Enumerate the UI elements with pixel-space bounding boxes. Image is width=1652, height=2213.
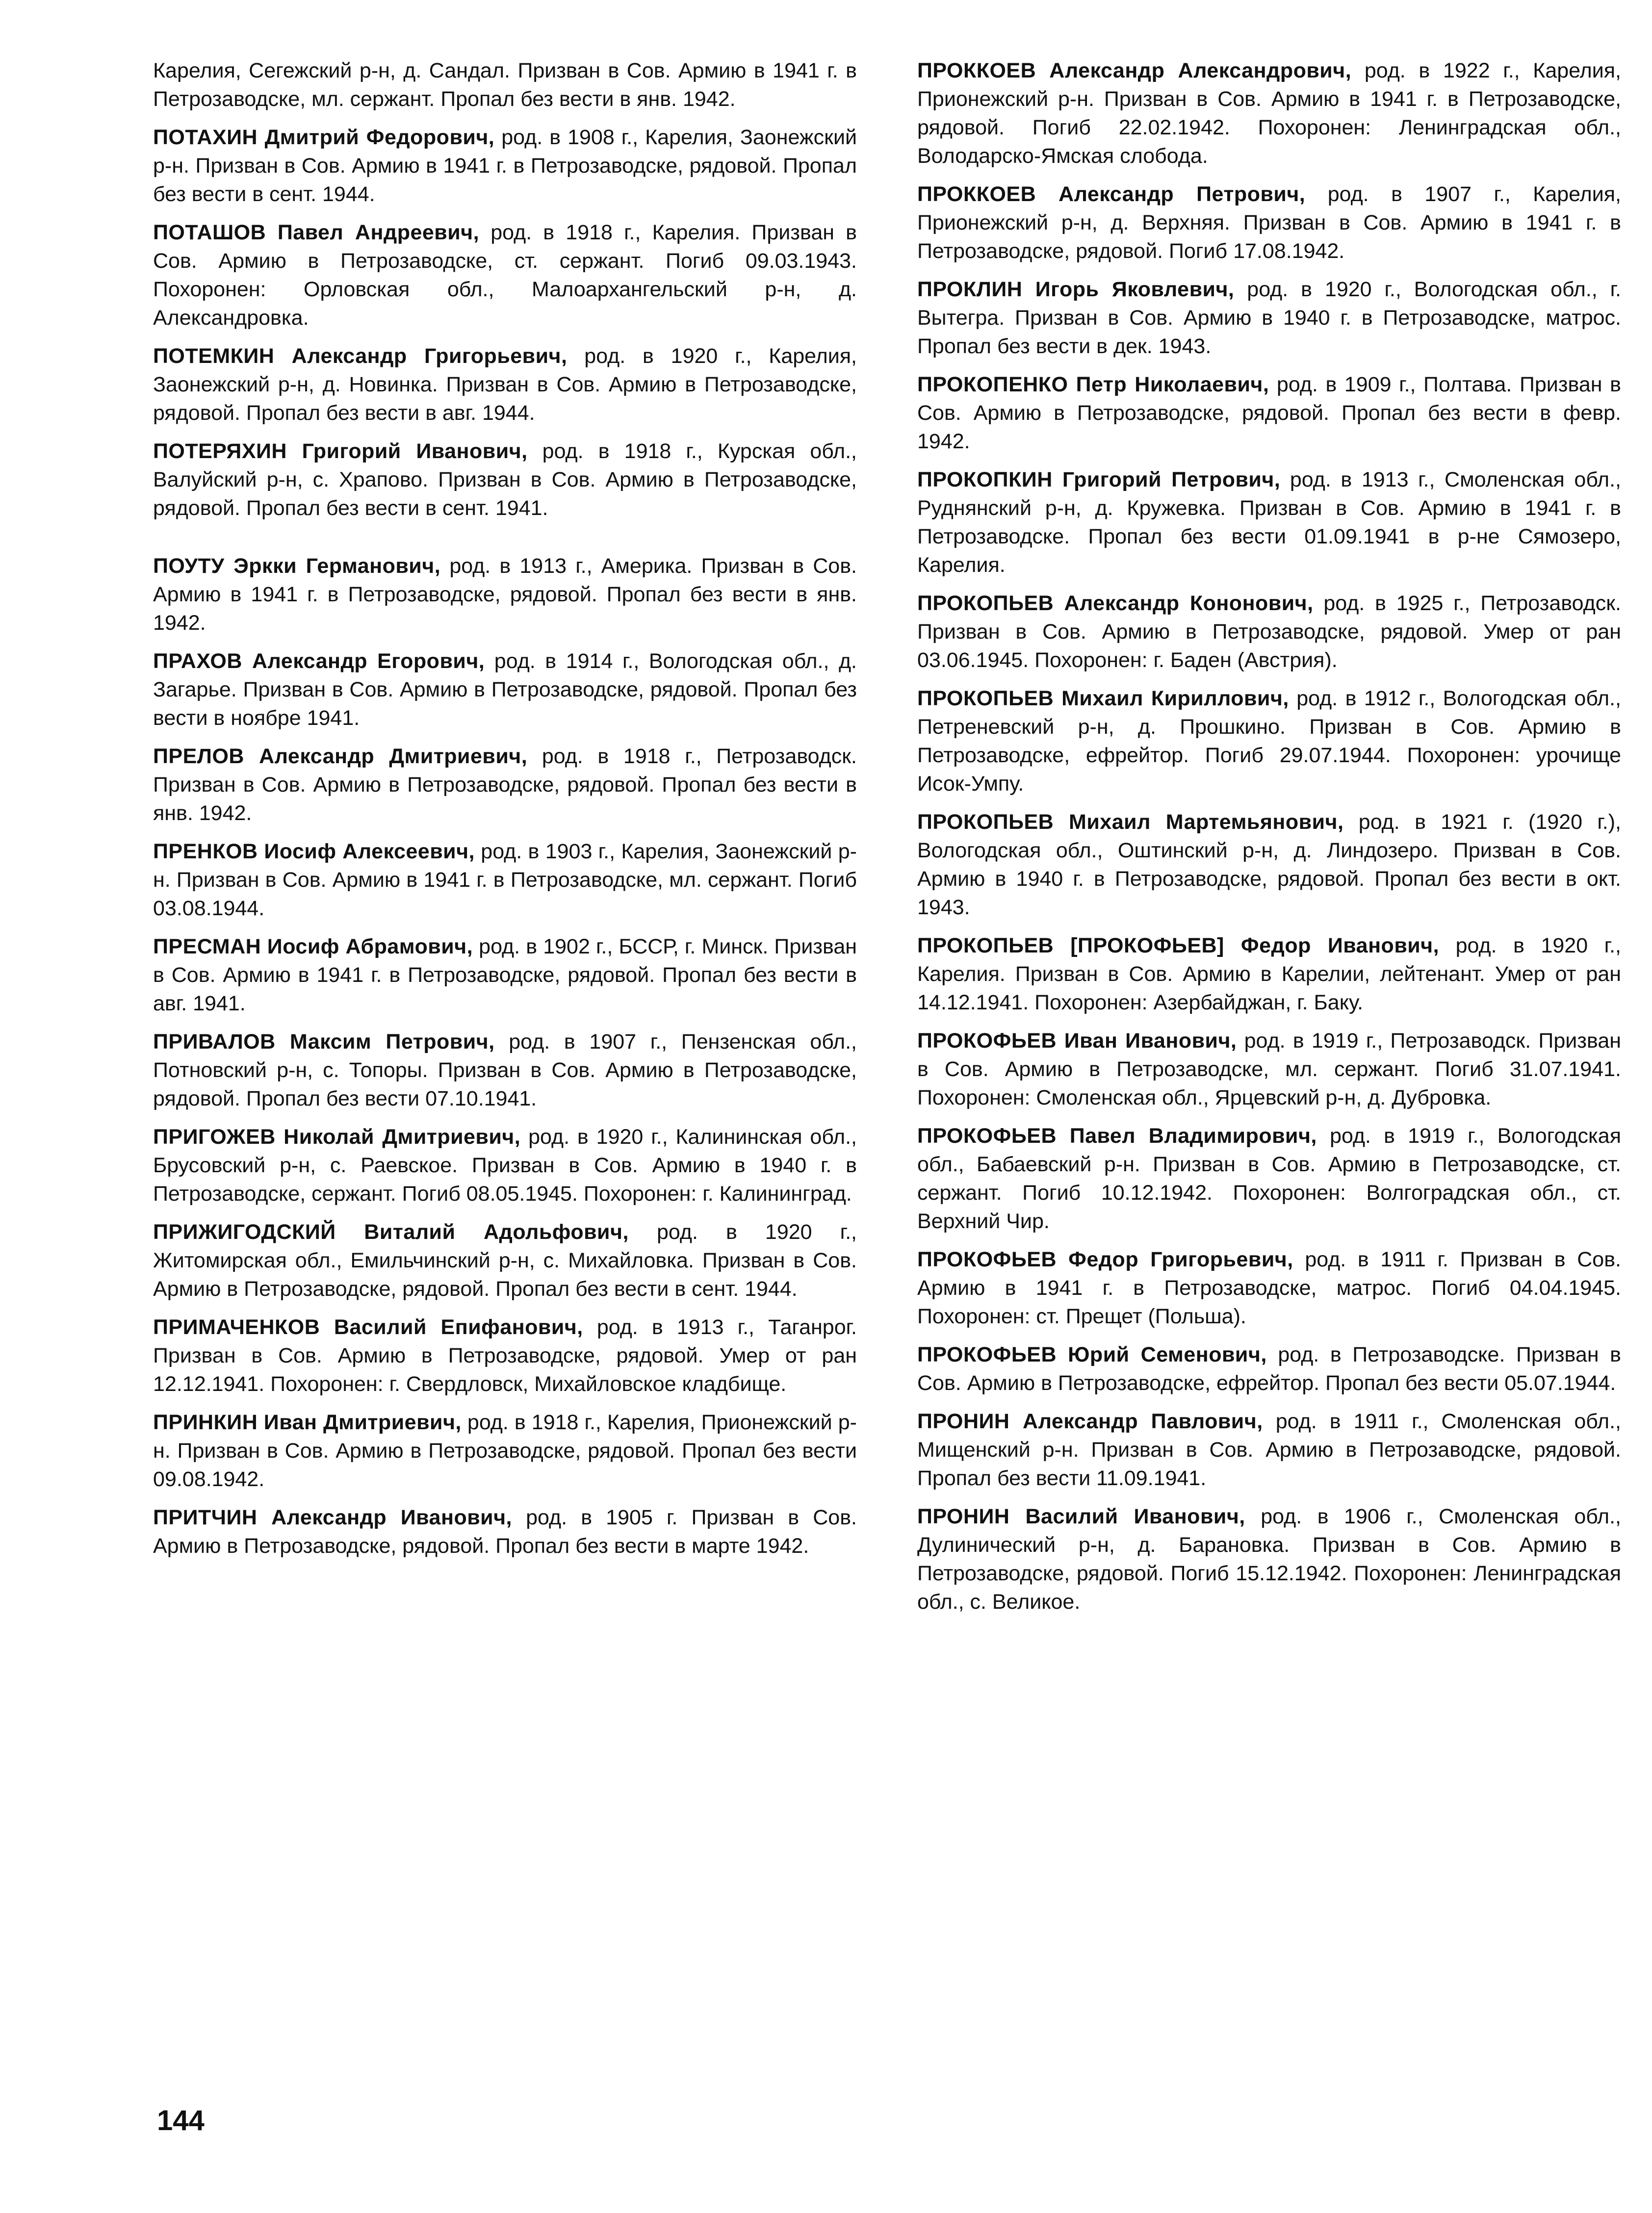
entry-name: ПРОКОПЬЕВ [ПРОКОФЬЕВ] Федор Иванович, <box>917 934 1440 957</box>
entry <box>917 275 1621 360</box>
entry-text: род. в 1913 г., Америка. Призван в Сов. Армию в 1941 г. в Петрозаводске, рядовой. Пропал без вести в янв. 1942. <box>153 554 857 635</box>
entry-name: ПОУТУ Эркки Германович, <box>153 554 441 578</box>
entry <box>917 465 1621 579</box>
entry <box>153 56 857 113</box>
entry <box>153 1313 857 1398</box>
entry-text: род. в 1919 г., Петрозаводск. Призван в Сов. Армию в Петрозаводске, мл. сержант. Погиб 31.07.1941. Похоронен: Смоленская обл., Ярцевский р-н, д. Дубровка. <box>917 1029 1621 1109</box>
entry-text: род. в 1922 г., Карелия, Прионежский р-н. Призван в Сов. Армию в 1941 г. в Петрозаводске, рядовой. Погиб 22.02.1942. Похоронен: Ленинградская обл., Володарско-Ямская слобода. <box>917 59 1621 168</box>
entry-name: ПРИВАЛОВ Максим Петрович, <box>153 1030 495 1054</box>
entry-name: ПРОКОФЬЕВ Федор Григорьевич, <box>917 1248 1293 1271</box>
entry-name: ПРОКЛИН Игорь Яковлевич, <box>917 278 1235 301</box>
entry-name: ПРОКОПКИН Григорий Петрович, <box>917 468 1281 491</box>
entry <box>153 123 857 208</box>
entry-text: род. в 1913 г., Таганрог. Призван в Сов. Армию в Петрозаводске, рядовой. Умер от ран 12.12.1941. Похоронен: г. Свердловск, Михайловское кладбище. <box>153 1315 857 1396</box>
entry <box>917 56 1621 170</box>
entry-text: род. в 1920 г., Карелия. Призван в Сов. Армию в Карелии, лейтенант. Умер от ран 14.12.1941. Похоронен: Азербайджан, г. Баку. <box>917 934 1621 1014</box>
entry-name: ПОТАШОВ Павел Андреевич, <box>153 221 480 244</box>
entry-text: род. в 1920 г., Житомирская обл., Емильчинский р-н, с. Михайловка. Призван в Сов. Армию в Петрозаводске, рядовой. Пропал без вести в сент. 1944. <box>153 1220 857 1301</box>
entry-name: ПРОКОФЬЕВ Иван Иванович, <box>917 1029 1237 1053</box>
entry-text: род. в 1918 г., Карелия, Прионежский р-н. Призван в Сов. Армию в Петрозаводске, рядовой. Пропал без вести 09.08.1942. <box>153 1411 857 1491</box>
entry <box>917 1340 1621 1397</box>
entry-name: ПРИЖИГОДСКИЙ Виталий Адольфович, <box>153 1220 629 1244</box>
entry-name: ПРИМАЧЕНКОВ Василий Епифанович, <box>153 1315 583 1339</box>
entry-text: род. в 1921 г. (1920 г.), Вологодская обл., Оштинский р-н, д. Линдозеро. Призван в Сов. Армию в 1940 г. в Петрозаводске, рядовой. Пропал без вести в окт. 1943. <box>917 810 1621 919</box>
entry <box>917 931 1621 1017</box>
entry <box>153 742 857 827</box>
entry <box>153 1028 857 1113</box>
entry-text: род. в 1905 г. Призван в Сов. Армию в Петрозаводске, рядовой. Пропал без вести в марте 1942. <box>153 1506 857 1558</box>
entry-text: род. в 1913 г., Смоленская обл., Руднянский р-н, д. Кружевка. Призван в Сов. Армию в 1941 г. в Петрозаводске. Пропал без вести 01.09.1941 в р-не Сямозеро, Карелия. <box>917 468 1621 577</box>
entry <box>917 808 1621 922</box>
entry-name: ПОТЕРЯХИН Григорий Иванович, <box>153 439 528 463</box>
entry <box>917 1407 1621 1492</box>
entry-text: род. в 1911 г., Смоленская обл., Мищенский р-н. Призван в Сов. Армию в Петрозаводске, рядовой. Пропал без вести 11.09.1941. <box>917 1410 1621 1490</box>
entry <box>153 218 857 332</box>
entry-name: ПРОКОПЬЕВ Михаил Кириллович, <box>917 687 1289 710</box>
entry-text: род. в 1912 г., Вологодская обл., Петреневский р-н, д. Прошкино. Призван в Сов. Армию в Петрозаводске, ефрейтор. Погиб 29.07.1944. Похоронен: урочище Исок-Умпу. <box>917 687 1622 796</box>
entry <box>153 837 857 923</box>
entry <box>917 1027 1621 1112</box>
entry <box>153 1123 857 1208</box>
entry <box>153 932 857 1018</box>
entry <box>153 342 857 427</box>
entry <box>917 1502 1621 1616</box>
entry-text: род. в 1918 г., Карелия. Призван в Сов. Армию в Петрозаводске, ст. сержант. Погиб 09.03.1943. Похоронен: Орловская обл., Малоархангельский р-н, д. Александровка. <box>153 221 857 330</box>
entry-name: ПРОНИН Александр Павлович, <box>917 1410 1263 1433</box>
left-column <box>153 56 857 1570</box>
entry-text: род. в 1902 г., БССР, г. Минск. Призван в Сов. Армию в 1941 г. в Петрозаводске, рядовой. Пропал без вести в авг. 1941. <box>153 935 857 1015</box>
entry-name: ПРИНКИН Иван Дмитриевич, <box>153 1411 462 1434</box>
entry-text: род. в 1920 г., Карелия, Заонежский р-н, д. Новинка. Призван в Сов. Армию в Петрозаводске, рядовой. Пропал без вести в авг. 1944. <box>153 344 857 425</box>
entry-text: род. в 1908 г., Карелия, Заонежский р-н. Призван в Сов. Армию в 1941 г. в Петрозаводске, рядовой. Пропал без вести в сент. 1944. <box>153 126 857 206</box>
entry <box>917 1122 1621 1235</box>
entry-name: ПРИТЧИН Александр Иванович, <box>153 1506 512 1529</box>
entry-name: ПРОКОПЕНКО Петр Николаевич, <box>917 373 1269 396</box>
entry-name: ПРЕСМАН Иосиф Абрамович, <box>153 935 473 958</box>
entry-text: род. в 1907 г., Пензенская обл., Потновский р-н, с. Топоры. Призван в Сов. Армию в Петрозаводске, рядовой. Пропал без вести 07.10.1941. <box>153 1030 857 1110</box>
entry-name: ПОТАХИН Дмитрий Федорович, <box>153 126 495 149</box>
entry-text: род. в Петрозаводске. Призван в Сов. Армию в Петрозаводске, ефрейтор. Пропал без вести 05.07.1944. <box>917 1343 1622 1395</box>
entry <box>153 437 857 522</box>
entry <box>153 1218 857 1303</box>
entry-text: род. в 1918 г., Курская обл., Валуйский р-н, с. Храпово. Призван в Сов. Армию в Петрозаводске, рядовой. Пропал без вести в сент. 1941. <box>153 439 857 520</box>
entry-name: ПРОККОЕВ Александр Александрович, <box>917 59 1352 82</box>
entry-name: ПРИГОЖЕВ Николай Дмитриевич, <box>153 1125 521 1149</box>
entry-text: род. в 1907 г., Карелия, Прионежский р-н, д. Верхняя. Призван в Сов. Армию в 1941 г. в Петрозаводске, рядовой. Погиб 17.08.1942. <box>917 182 1621 263</box>
entry-text: род. в 1914 г., Вологодская обл., д. Загарье. Призван в Сов. Армию в Петрозаводске, рядовой. Пропал без вести в ноябре 1941. <box>153 649 857 730</box>
entry-name: ПРОКОПЬЕВ Михаил Мартемьянович, <box>917 810 1344 834</box>
entry <box>153 552 857 637</box>
page-number: 144 <box>157 2105 205 2136</box>
entry-name: ПРЕНКОВ Иосиф Алексеевич, <box>153 840 475 863</box>
entry-name: ПРЕЛОВ Александр Дмитриевич, <box>153 745 528 768</box>
entry-name: ПРОККОЕВ Александр Петрович, <box>917 182 1306 206</box>
entry <box>153 1408 857 1493</box>
entry-text: род. в 1903 г., Карелия, Заонежский р-н. Призван в Сов. Армию в 1941 г. в Петрозаводске, мл. сержант. Погиб 03.08.1944. <box>153 840 857 920</box>
entry <box>917 1245 1621 1331</box>
entry-name: ПРОКОФЬЕВ Павел Владимирович, <box>917 1124 1317 1148</box>
entry <box>917 684 1621 798</box>
entry-name: ПРОКОПЬЕВ Александр Кононович, <box>917 592 1314 615</box>
entry <box>153 647 857 732</box>
entry-text: род. в 1920 г., Калининская обл., Брусовский р-н, с. Раевское. Призван в Сов. Армию в 1940 г. в Петрозаводске, сержант. Погиб 08.05.1945. Похоронен: г. Калининград. <box>153 1125 857 1206</box>
entry-text: род. в 1925 г., Петрозаводск. Призван в Сов. Армию в Петрозаводске, рядовой. Умер от ран 03.06.1945. Похоронен: г. Баден (Австрия). <box>917 592 1621 672</box>
entry <box>917 589 1621 674</box>
entry <box>917 370 1621 456</box>
entry-text: род. в 1919 г., Вологодская обл., Бабаевский р-н. Призван в Сов. Армию в Петрозаводске, ст. сержант. Погиб 10.12.1942. Похоронен: Волгоградская обл., ст. Верхний Чир. <box>917 1124 1621 1233</box>
entry-name: ПРОКОФЬЕВ Юрий Семенович, <box>917 1343 1267 1366</box>
entry <box>917 180 1621 265</box>
right-column <box>917 56 1621 1626</box>
entry-name: ПОТЕМКИН Александр Григорьевич, <box>153 344 568 368</box>
entry-text: род. в 1920 г., Вологодская обл., г. Вытегра. Призван в Сов. Армию в 1940 г. в Петрозаводске, матрос. Пропал без вести в дек. 1943. <box>917 278 1621 358</box>
entry-name: ПРОНИН Василий Иванович, <box>917 1505 1245 1528</box>
entry-text: род. в 1918 г., Петрозаводск. Призван в Сов. Армию в Петрозаводске, рядовой. Пропал без вести в янв. 1942. <box>153 745 857 825</box>
entry-text: род. в 1906 г., Смоленская обл., Дулинический р-н, д. Барановка. Призван в Сов. Армию в Петрозаводске, рядовой. Погиб 15.12.1942. Похоронен: Ленинградская обл., с. Великое. <box>917 1505 1621 1614</box>
entry-name: ПРАХОВ Александр Егорович, <box>153 649 485 673</box>
entry-text: род. в 1911 г. Призван в Сов. Армию в 1941 г. в Петрозаводске, матрос. Погиб 04.04.1945. Похоронен: ст. Прещет (Польша). <box>917 1248 1622 1328</box>
entry-text: Карелия, Сегежский р-н, д. Сандал. Призван в Сов. Армию в 1941 г. в Петрозаводске, мл. сержант. Пропал без вести в янв. 1942. <box>153 59 857 111</box>
entry <box>153 1503 857 1560</box>
entry-text: род. в 1909 г., Полтава. Призван в Сов. Армию в Петрозаводске, рядовой. Пропал без вести в февр. 1942. <box>917 373 1621 453</box>
